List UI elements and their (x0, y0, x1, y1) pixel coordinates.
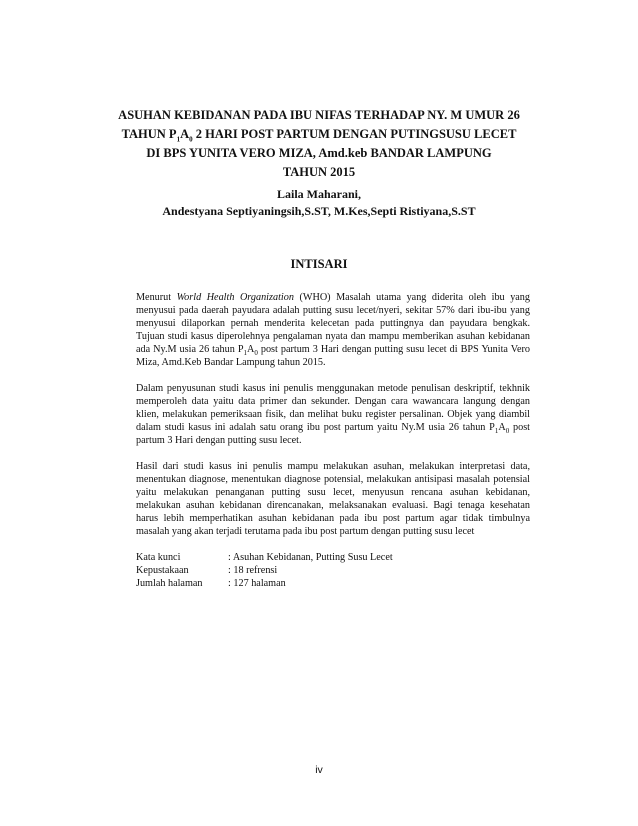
keyword-value: : 18 refrensi (228, 565, 278, 576)
keyword-label: Kepustakaan (136, 565, 189, 576)
keyword-block (136, 551, 530, 590)
keyword-row (136, 551, 530, 564)
keyword-label: Kata kunci (136, 552, 181, 563)
keyword-row (136, 564, 530, 577)
paper-title (118, 106, 520, 182)
keyword-label: Jumlah halaman (136, 578, 203, 589)
title-line-2: TAHUN $P_1A_0$ 2 HARI POST PARTUM DENGAN PUTINGSUSU LECET (121, 127, 517, 144)
abstract-body (136, 291, 530, 590)
keyword-value: : 127 halaman (228, 578, 286, 589)
page-number: iv (315, 764, 323, 776)
section-heading: INTISARI (290, 257, 348, 271)
title-line-4: TAHUN 2015 (282, 165, 356, 179)
title-line-1: ASUHAN KEBIDANAN PADA IBU NIFAS TERHADAP NY. M UMUR 26 (118, 108, 520, 122)
keyword-row (136, 577, 530, 590)
author-line-1: Laila Maharani, (276, 187, 361, 201)
abstract-paragraph-3: Hasil dari studi kasus ini penulis mampu melakukan asuhan, melakukan interpretasi data, menentukan diagnose, menentukan diagnose potensial, melakukan antisipasi masalah potensial yaitu melakukan penanganan putting susu lecet, menyusun rencana asuhan kebidanan, melakukan asuhan kebidanan direncanakan, melaksanakan evaluasi. Bagi tenaga kesehatan harus lebih memperhatikan asuhan kebidanan pada ibu post partum agar tidak timbulnya masalah yang akan terjadi terutama pada ibu post partum dengan putting susu lecet (136, 461, 530, 537)
author-line-2: Andestyana Septiyaningsih,S.ST, M.Kes,Septi Ristiyana,S.ST (162, 204, 476, 218)
author-list (118, 186, 520, 220)
keyword-value: : Asuhan Kebidanan, Putting Susu Lecet (228, 552, 393, 563)
title-line-3: DI BPS YUNITA VERO MIZA, Amd.keb BANDAR LAMPUNG (146, 146, 492, 160)
abstract-paragraph-1: Menurut World Health Organization (WHO) Masalah utama yang diderita oleh ibu yang menyusui pada daerah payudara adalah putting susu lecet/nyeri, sekitar 57% dari ibu-ibu yang menyusui dilaporkan pernah menderita kelecetan pada puttingnya dan payudara bengkak. Tujuan studi kasus diperolehnya pengalaman nyata dan mampu memberikan asuhan kebidanan ada Ny.M usia 26 tahun $P_1A_0$ post partum 3 Hari dengan putting susu lecet di BPS Yunita Vero Miza, Amd.Keb Bandar Lampung tahun 2015. (136, 292, 530, 368)
abstract-paragraph-2: Dalam penyusunan studi kasus ini penulis menggunakan metode penulisan deskriptif, tekhnik memperoleh data yaitu data primer dan sekunder. Dengan cara wawancara langung dengan klien, melakukan pemeriksaan fisik, dan melihat buku register persalinan. Objek yang diambil dalam studi kasus ini adalah satu orang ibu post partum yaitu Ny.M usia 26 tahun $P_1A_0$ post partum 3 Hari dengan putting susu lecet. (136, 383, 531, 446)
